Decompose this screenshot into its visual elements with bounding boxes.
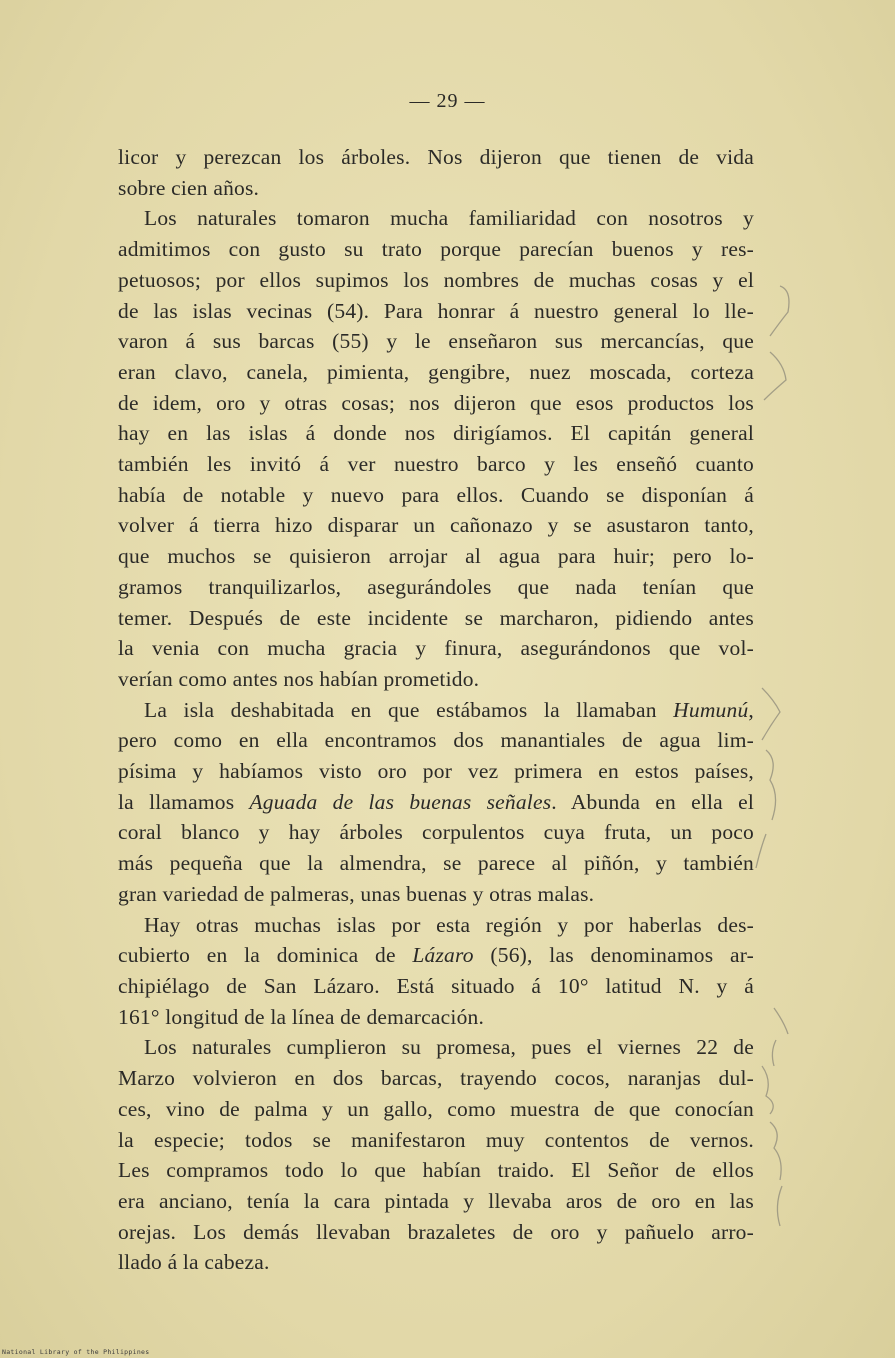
text-line: que muchos se quisieron arrojar al agua para huir; pero lo- <box>118 544 754 569</box>
text-line: la venia con mucha gracia y finura, asegurándonos que vol- <box>118 636 754 661</box>
text-run: La isla deshabitada en que estábamos la llamaban <box>144 697 674 722</box>
text-line: había de notable y nuevo para ellos. Cuando se disponían á <box>118 482 754 507</box>
text-line: varon á sus barcas (55) y le enseñaron sus mercancías, que <box>118 329 754 354</box>
text-line: Los naturales cumplieron su promesa, pues el viernes 22 de <box>144 1035 754 1060</box>
text-line: orejas. Los demás llevaban brazaletes de oro y pañuelo arro- <box>118 1219 754 1244</box>
text-run: cubierto en la dominica de <box>118 943 413 968</box>
text-line: Hay otras muchas islas por esta región y por haberlas des- <box>144 912 754 937</box>
text-line: de idem, oro y otras cosas; nos dijeron que esos productos los <box>118 390 754 415</box>
text-line: coral blanco y hay árboles corpulentos cuya fruta, un poco <box>118 820 754 845</box>
text-line: era anciano, tenía la cara pintada y llevaba aros de oro en las <box>118 1188 754 1213</box>
text-line: de las islas vecinas (54). Para honrar á nuestro general lo lle- <box>118 298 754 323</box>
text-line: chipiélago de San Lázaro. Está situado á 10° latitud N. y á <box>118 973 754 998</box>
text-line: Los naturales tomaron mucha familiaridad con nosotros y <box>144 206 754 231</box>
text-line: gran variedad de palmeras, unas buenas y otras malas. <box>118 881 595 906</box>
text-run: la llamamos <box>118 789 250 814</box>
text-line: admitimos con gusto su trato porque parecían buenos y res- <box>118 237 754 262</box>
text-line: también les invitó á ver nuestro barco y les enseñó cuanto <box>118 452 754 477</box>
text-line: gramos tranquilizarlos, asegurándoles que nada tenían que <box>118 574 754 599</box>
text-line: petuosos; por ellos supimos los nombres de muchas cosas y el <box>118 267 754 292</box>
text-line: volver á tierra hizo disparar un cañonazo y se asustaron tanto, <box>118 513 754 538</box>
text-line: llado á la cabeza. <box>118 1250 270 1275</box>
pencil-mark <box>770 286 789 336</box>
text-line: Les compramos todo lo que habían traido. El Señor de ellos <box>118 1158 754 1183</box>
pencil-mark <box>766 750 776 820</box>
pencil-mark <box>770 1122 781 1180</box>
saint-name: Lázaro <box>412 943 474 968</box>
text-line: Marzo volvieron en dos barcas, trayendo cocos, naranjas dul- <box>118 1066 754 1091</box>
text-run: . Abunda en ella el <box>551 789 754 814</box>
pencil-mark <box>774 1008 788 1034</box>
text-line: 161° longitud de la línea de demarcación. <box>118 1004 485 1029</box>
pencil-mark <box>756 834 766 868</box>
text-run: , <box>748 697 754 722</box>
text-run: (56), las denominamos ar- <box>473 943 754 968</box>
pencil-mark <box>764 352 786 400</box>
text-line: sobre cien años. <box>118 175 260 200</box>
text-line: hay en las islas á donde nos dirigíamos. El capitán general <box>118 421 754 446</box>
text-line: pero como en ella encontramos dos manantiales de agua lim- <box>118 728 754 753</box>
text-line: más pequeña que la almendra, se parece al piñón, y también <box>118 851 754 876</box>
text-line: licor y perezcan los árboles. Nos dijeron que tienen de vida <box>118 145 754 169</box>
page-number: — 29 — <box>409 90 486 112</box>
library-footer: National Library of the Philippines <box>2 1348 150 1356</box>
pencil-mark <box>777 1186 782 1226</box>
text-line: la especie; todos se manifestaron muy contentos de vernos. <box>118 1127 754 1152</box>
pencil-mark <box>762 688 780 740</box>
text-line: eran clavo, canela, pimienta, gengibre, nuez moscada, corteza <box>118 359 754 384</box>
pencil-mark <box>762 1066 773 1114</box>
text-line: verían como antes nos habían prometido. <box>118 666 480 691</box>
text-line: temer. Después de este incidente se marcharon, pidiendo antes <box>118 605 754 630</box>
place-name: Aguada de las buenas señales <box>249 789 552 814</box>
pencil-mark <box>772 1040 776 1066</box>
text-line: písima y habíamos visto oro por vez primera en estos países, <box>118 759 754 784</box>
text-line: ces, vino de palma y un gallo, como muestra de que conocían <box>118 1096 754 1121</box>
place-name: Humunú <box>673 697 749 722</box>
